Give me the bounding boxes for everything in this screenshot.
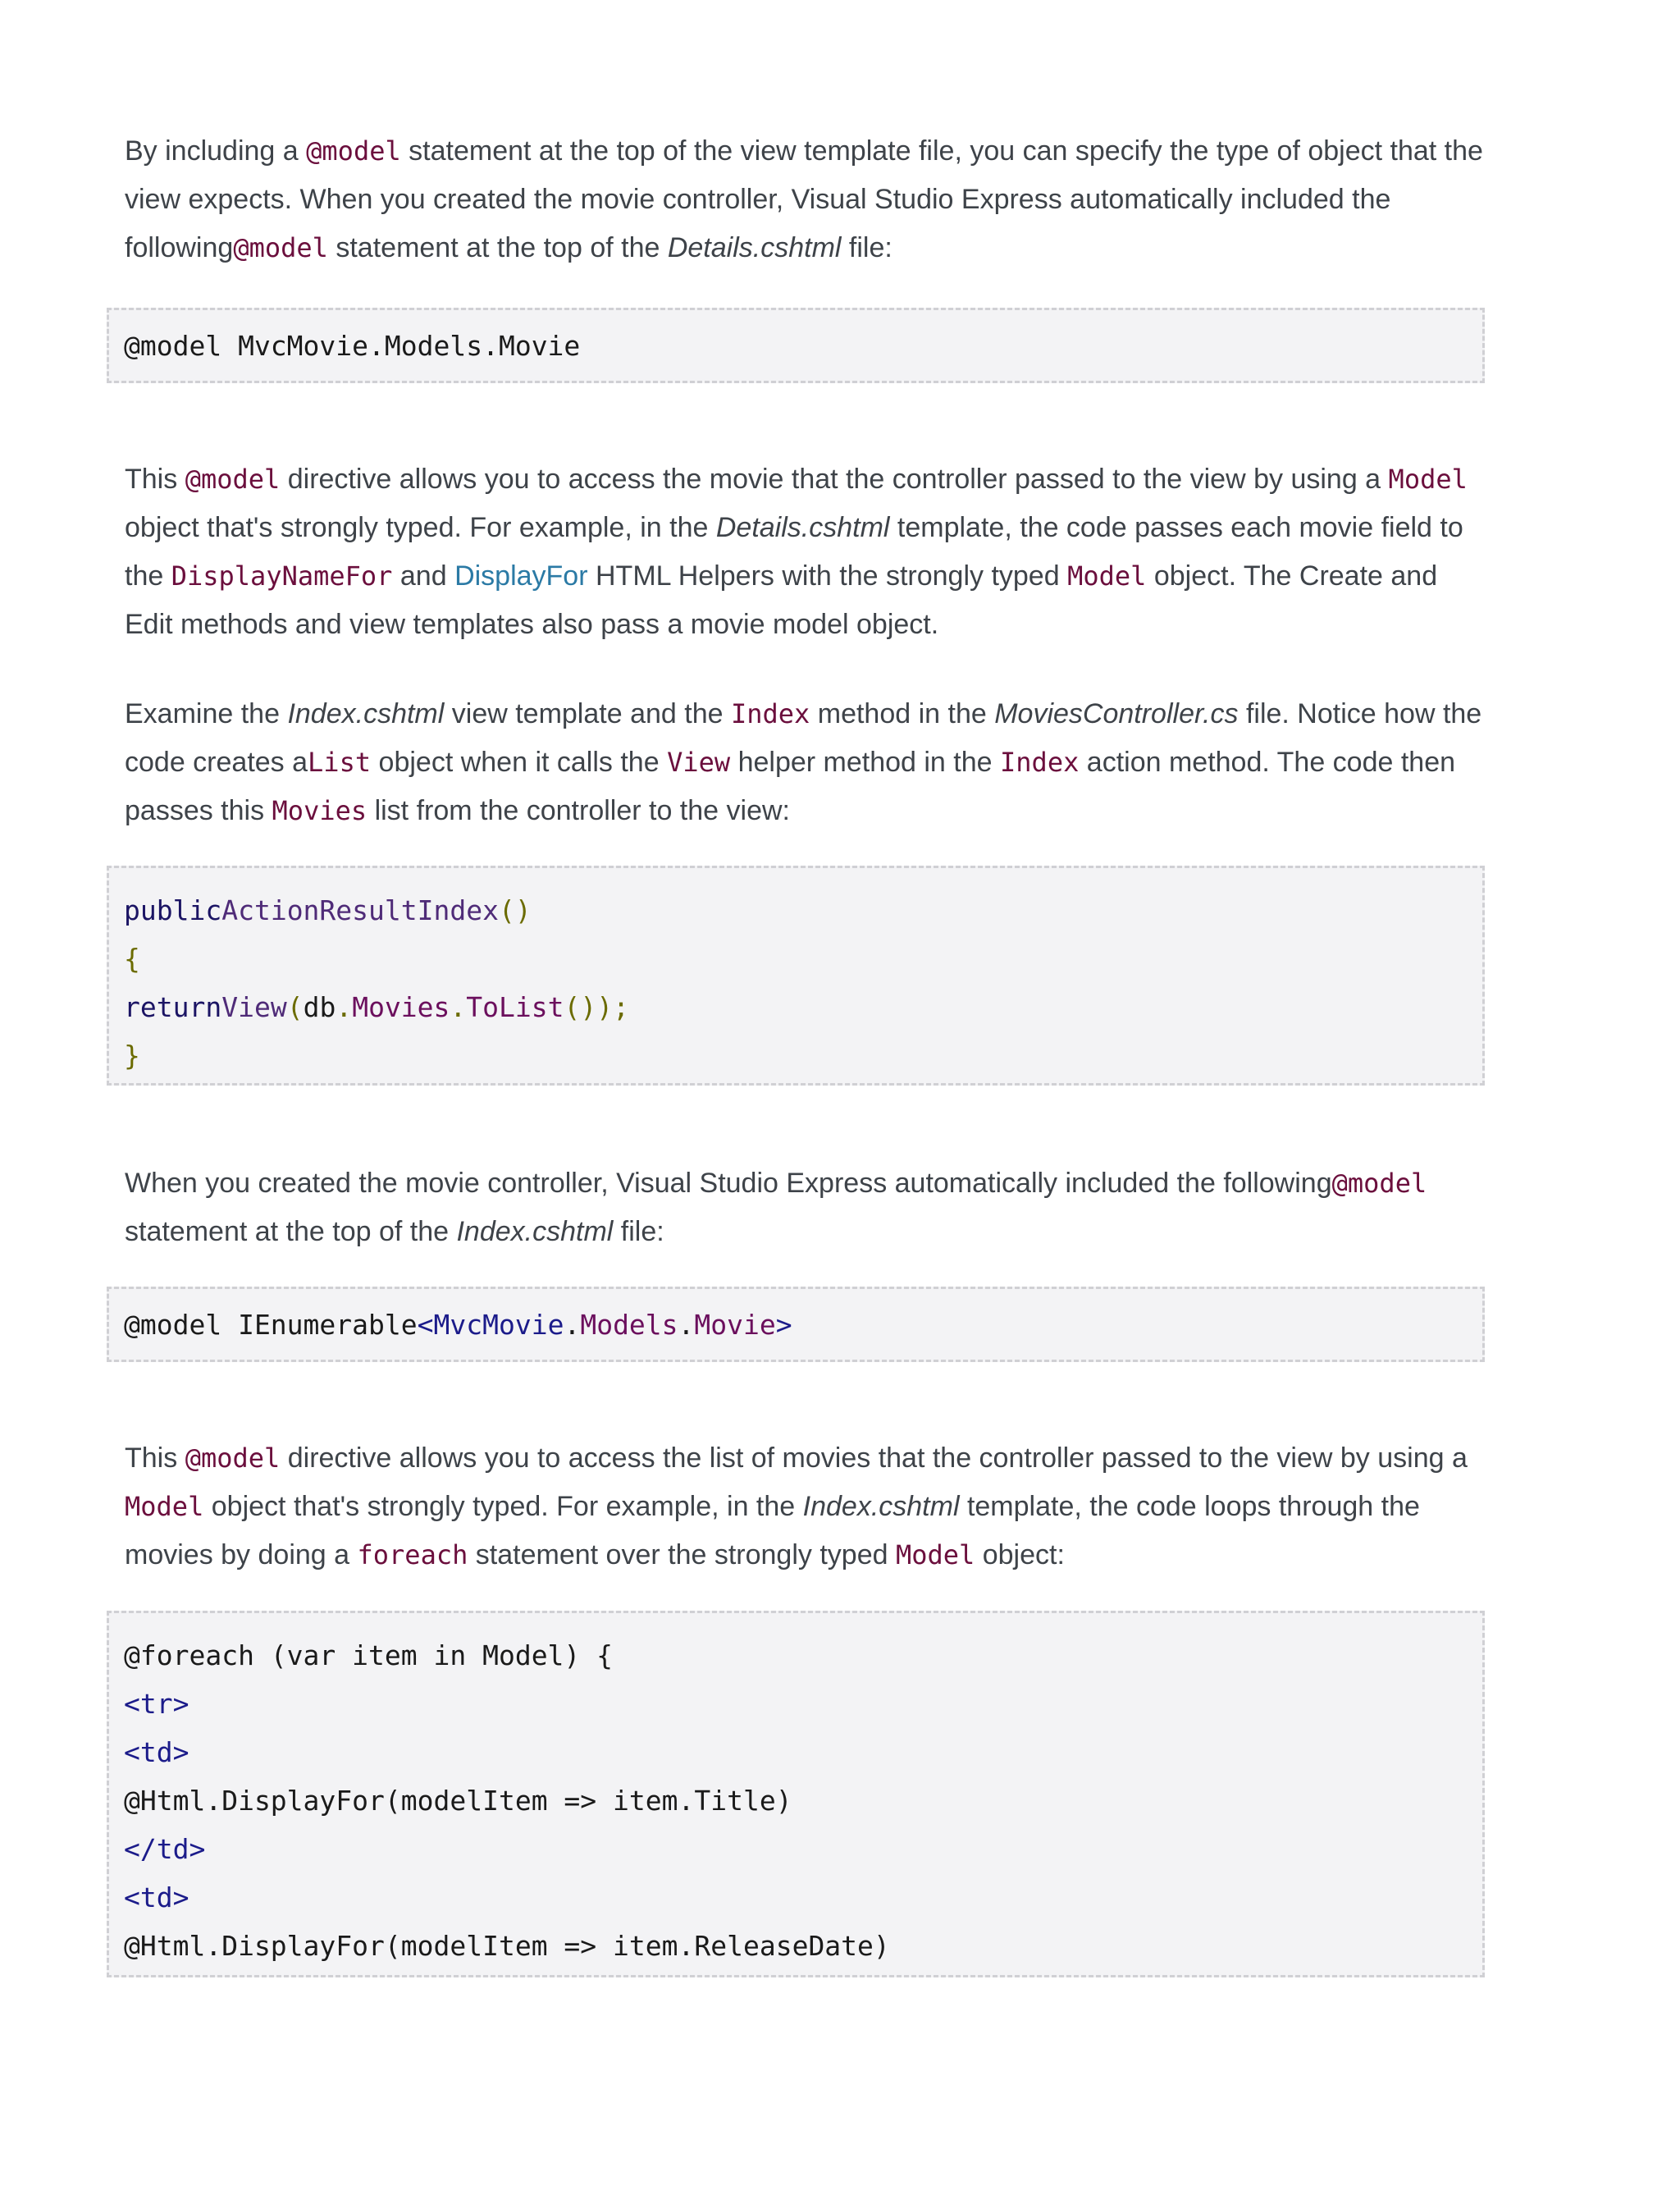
text: When you created the movie controller, Visual Studio Express automatically included the following bbox=[125, 1168, 1332, 1199]
inline-code: Model bbox=[125, 1491, 204, 1522]
text: object. The Create and Edit methods and view templates also pass a movie model object. bbox=[125, 560, 1438, 640]
filename: Details.cshtml bbox=[715, 512, 890, 543]
inline-code: foreach bbox=[357, 1539, 468, 1570]
inline-code: @model bbox=[233, 232, 328, 263]
text: object when it calls the bbox=[371, 747, 668, 778]
text: action method. The code then passes this bbox=[125, 747, 1456, 826]
displayfor-link[interactable]: DisplayFor bbox=[454, 560, 588, 592]
code-token: . bbox=[336, 991, 353, 1023]
text: statement at the top of the bbox=[125, 1216, 457, 1247]
code-token: ( bbox=[286, 991, 304, 1023]
inline-code: @model bbox=[185, 464, 281, 495]
text: template, the code loops through the movies by doing a bbox=[125, 1491, 1420, 1570]
paragraph-foreach bbox=[125, 1434, 1491, 1580]
paragraph-model-directive bbox=[125, 455, 1491, 649]
code-token: . bbox=[564, 1309, 581, 1341]
code-line: } bbox=[124, 1040, 140, 1072]
text: This bbox=[125, 464, 185, 495]
code-token: public bbox=[124, 894, 222, 926]
code-token: return bbox=[124, 991, 222, 1023]
inline-code: Model bbox=[1067, 560, 1147, 592]
code-token: ()); bbox=[564, 991, 629, 1023]
code-line: <tr> bbox=[124, 1688, 189, 1720]
code-token: ActionResult bbox=[221, 894, 418, 926]
code-token: ToList bbox=[466, 991, 564, 1023]
code-token: @model IEnumerable bbox=[124, 1309, 418, 1341]
text: file: bbox=[613, 1216, 664, 1247]
text: object that's strongly typed. For example, in the bbox=[203, 1491, 803, 1522]
inline-code: @model bbox=[306, 135, 401, 167]
inline-code: DisplayNameFor bbox=[171, 560, 393, 592]
paragraph-examine-index bbox=[125, 690, 1491, 835]
code-block-index-action bbox=[107, 866, 1485, 1086]
code-line: <td> bbox=[124, 1736, 189, 1768]
code-line: @model MvcMovie.Models.Movie bbox=[124, 330, 581, 362]
inline-code: Index bbox=[1000, 747, 1080, 778]
code-line bbox=[124, 1301, 1468, 1349]
inline-code: List bbox=[308, 747, 372, 778]
inline-code: Model bbox=[1388, 464, 1468, 495]
text: statement at the top of the view template file, you can specify the type of object that the view expects. When you created the movie controller, Visual Studio Express automatically included the following bbox=[125, 135, 1483, 263]
code-line bbox=[124, 886, 1468, 935]
code-token: Movies bbox=[352, 991, 450, 1023]
text: statement over the strongly typed bbox=[468, 1539, 896, 1570]
code-token: . bbox=[678, 1309, 695, 1341]
filename: MoviesController.cs bbox=[994, 698, 1239, 729]
text: Examine the bbox=[125, 698, 288, 729]
text: By including a bbox=[125, 135, 307, 167]
text: statement at the top of the bbox=[327, 232, 668, 263]
code-line: { bbox=[124, 943, 140, 975]
code-token: db bbox=[303, 991, 336, 1023]
filename: Index.cshtml bbox=[287, 698, 445, 729]
text: directive allows you to access the list of movies that the controller passed to the view by using a bbox=[280, 1442, 1468, 1474]
text: method in the bbox=[810, 698, 995, 729]
text: object that's strongly typed. For example, in the bbox=[125, 512, 716, 543]
code-token: . bbox=[450, 991, 467, 1023]
text: view template and the bbox=[444, 698, 731, 729]
code-block-ienumerable bbox=[107, 1287, 1485, 1362]
code-line: @foreach (var item in Model) { bbox=[124, 1639, 614, 1671]
code-line: @Html.DisplayFor(modelItem => item.Title) bbox=[124, 1785, 792, 1817]
inline-code: View bbox=[667, 747, 731, 778]
code-line: <td> bbox=[124, 1881, 189, 1913]
code-token: > bbox=[775, 1309, 792, 1341]
text: list from the controller to the view: bbox=[367, 795, 790, 826]
text: This bbox=[125, 1442, 185, 1474]
code-token: Models bbox=[580, 1309, 678, 1341]
text: file. Notice how the code creates a bbox=[125, 698, 1482, 778]
code-token: < bbox=[417, 1309, 434, 1341]
inline-code: @model bbox=[1331, 1168, 1427, 1199]
filename: Details.cshtml bbox=[667, 232, 842, 263]
code-token: MvcMovie bbox=[433, 1309, 564, 1341]
text: directive allows you to access the movie that the controller passed to the view by using a bbox=[280, 464, 1389, 495]
text: file: bbox=[841, 232, 892, 263]
text: object: bbox=[975, 1539, 1065, 1570]
text: and bbox=[392, 560, 455, 592]
code-block-foreach bbox=[107, 1611, 1485, 1977]
text: helper method in the bbox=[730, 747, 1001, 778]
code-token: View bbox=[221, 991, 287, 1023]
paragraph-index-model bbox=[125, 1159, 1491, 1256]
code-line: </td> bbox=[124, 1833, 206, 1865]
filename: Index.cshtml bbox=[456, 1216, 614, 1247]
code-token: Index bbox=[417, 894, 499, 926]
inline-code: Index bbox=[730, 698, 810, 729]
paragraph-model-intro bbox=[125, 127, 1491, 272]
text: HTML Helpers with the strongly typed bbox=[587, 560, 1068, 592]
code-line bbox=[124, 983, 1468, 1031]
code-token: () bbox=[498, 894, 532, 926]
inline-code: Model bbox=[895, 1539, 975, 1570]
inline-code: Movies bbox=[272, 795, 368, 826]
code-token: Movie bbox=[694, 1309, 776, 1341]
code-block-model-movie bbox=[107, 308, 1485, 383]
text: template, the code passes each movie field to the bbox=[125, 512, 1463, 592]
code-line: @Html.DisplayFor(modelItem => item.ReleaseDate) bbox=[124, 1930, 890, 1962]
filename: Index.cshtml bbox=[802, 1491, 960, 1522]
inline-code: @model bbox=[185, 1442, 281, 1474]
